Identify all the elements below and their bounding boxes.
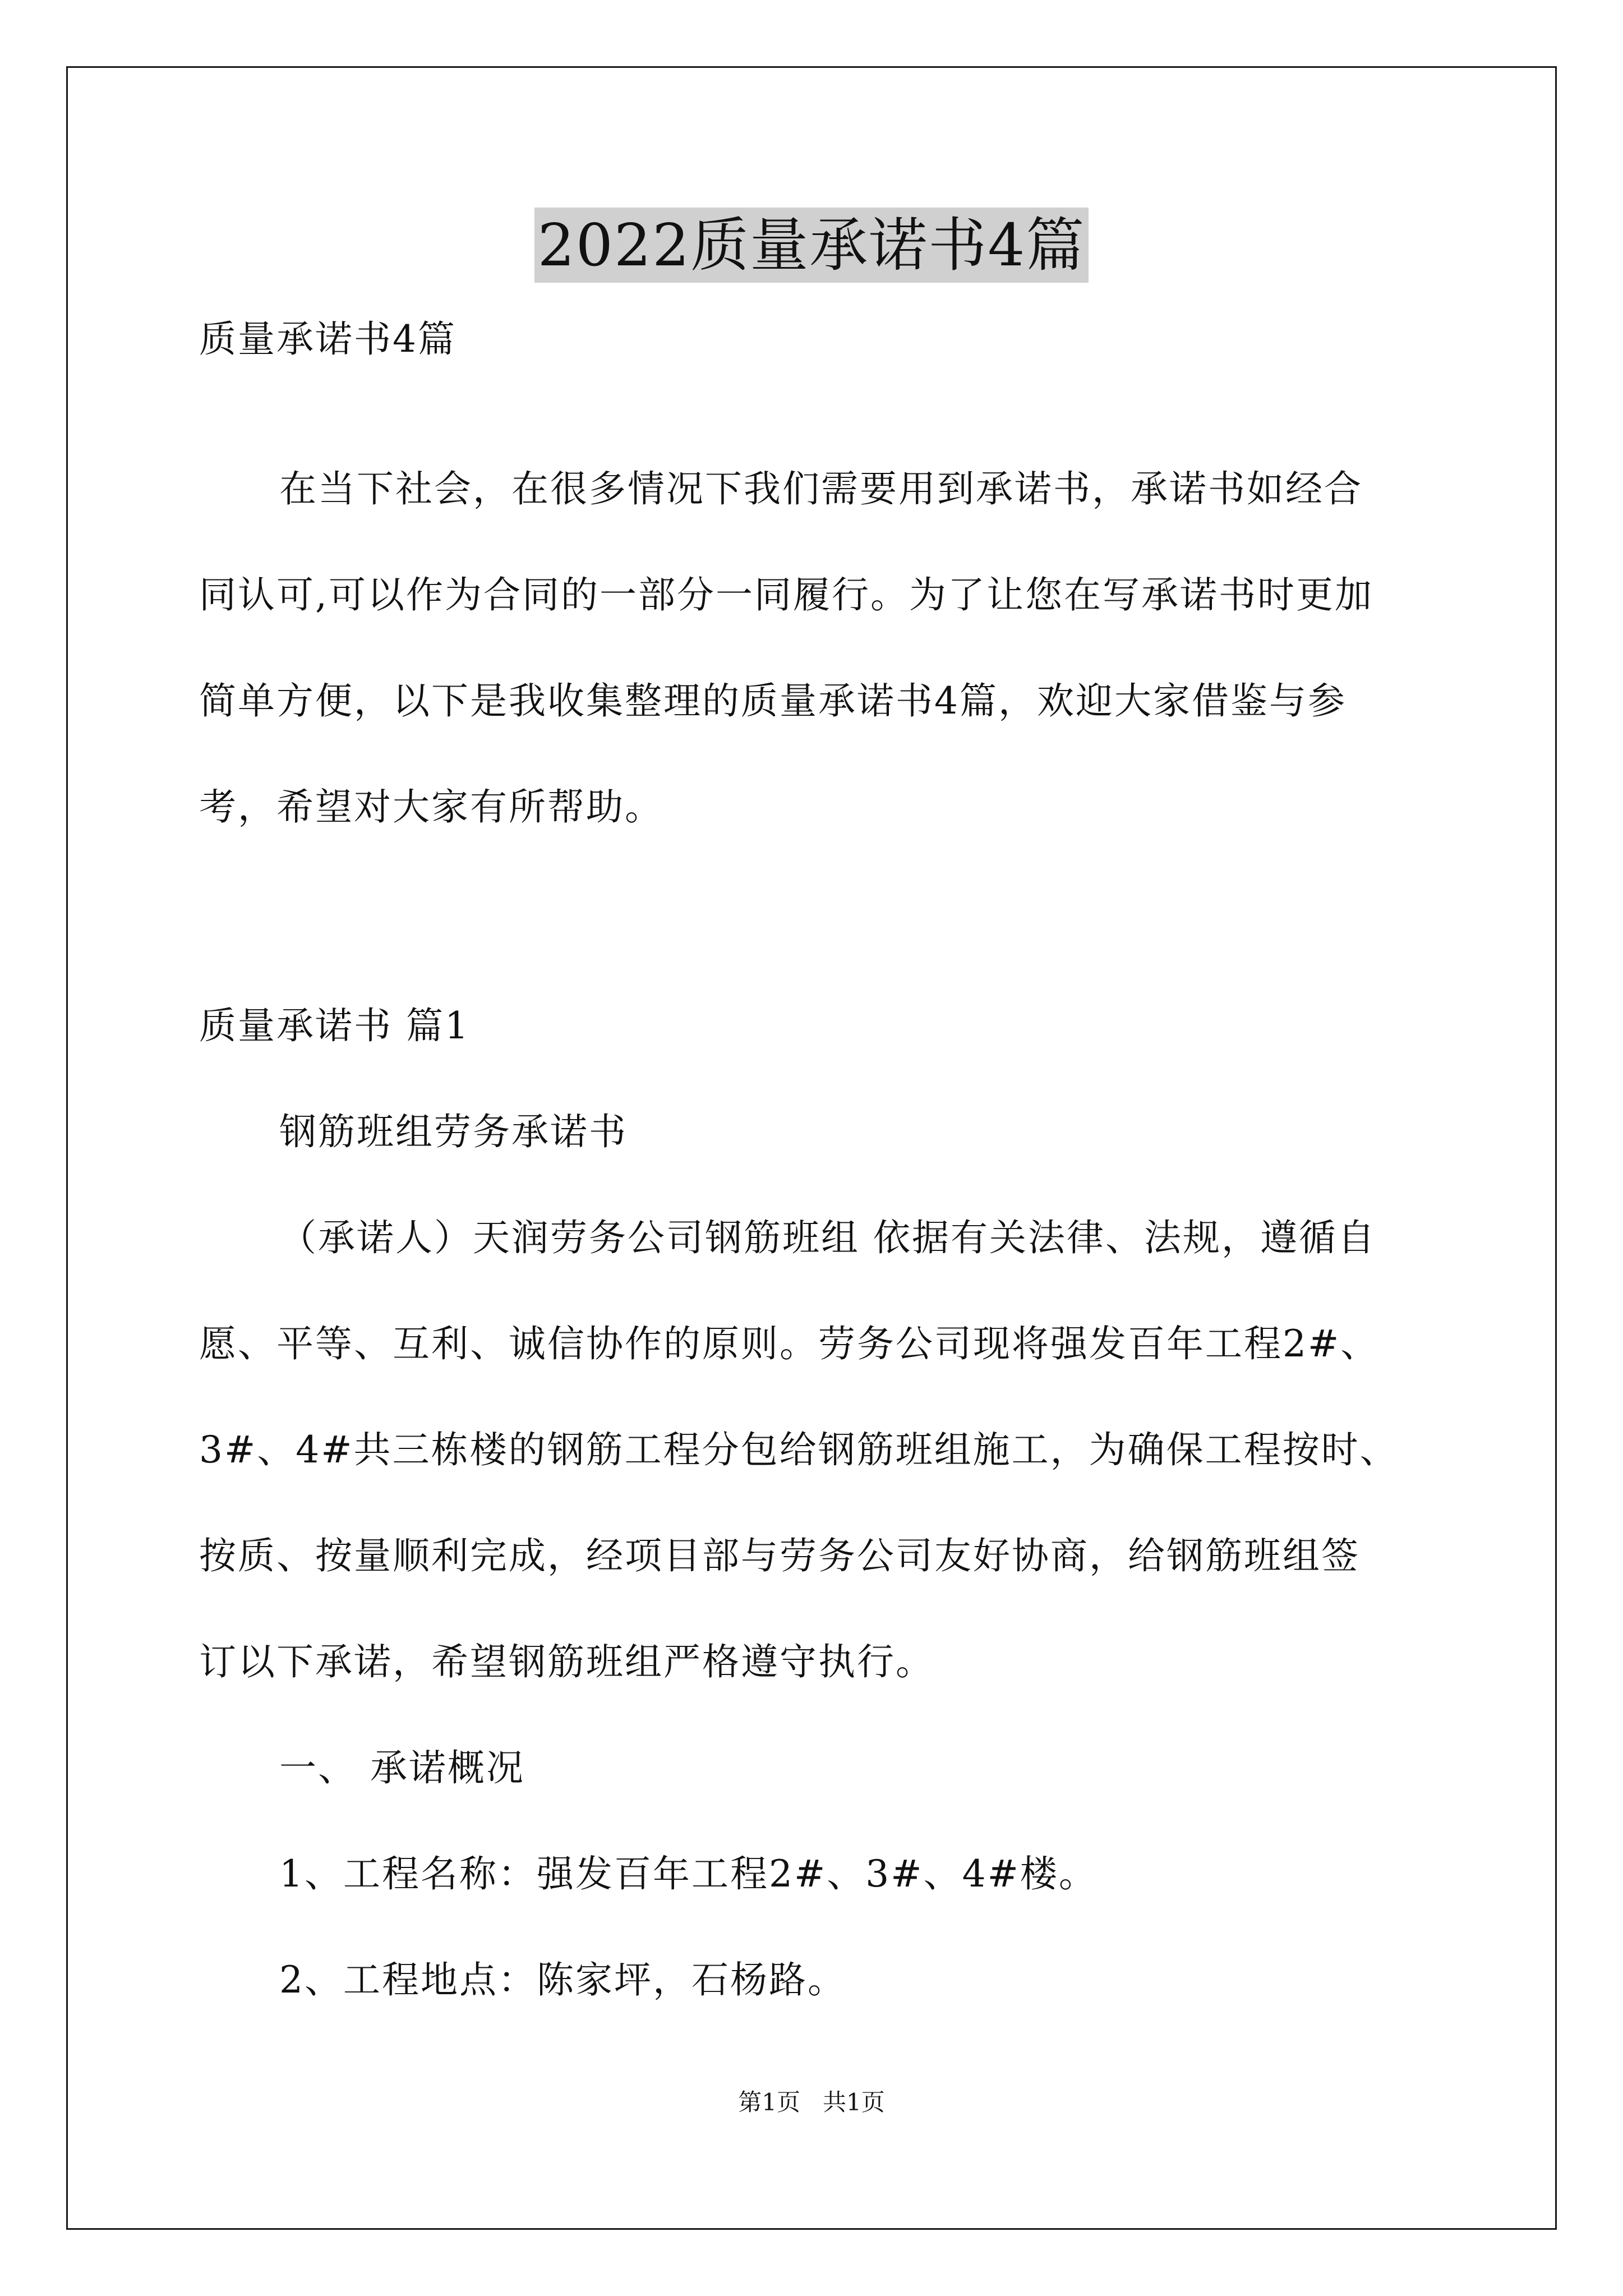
intro-line-2: 同认可,可以作为合同的一部分一同履行。为了让您在写承诺书时更加	[199, 573, 1373, 616]
section-line-3: 3#、4#共三栋楼的钢筋工程分包给钢筋班组施工，为确保工程按时、	[199, 1428, 1399, 1471]
intro-line-3: 简单方便，以下是我收集整理的质量承诺书4篇，欢迎大家借鉴与参	[199, 679, 1347, 723]
section-line-4: 按质、按量顺利完成，经项目部与劳务公司友好协商，给钢筋班组签	[199, 1534, 1360, 1577]
overview-heading: 一、 承诺概况	[279, 1746, 525, 1789]
section-line-1: （承诺人）天润劳务公司钢筋班组 依据有关法律、法规，遵循自	[279, 1216, 1376, 1259]
section-line-2: 愿、平等、互利、诚信协作的原则。劳务公司现将强发百年工程2#、	[199, 1322, 1380, 1365]
section-title: 钢筋班组劳务承诺书	[279, 1110, 628, 1153]
overview-item-1: 1、工程名称：强发百年工程2#、3#、4#楼。	[279, 1852, 1098, 1895]
overview-item-2: 2、工程地点：陈家坪，石杨路。	[279, 1958, 846, 2001]
section-heading: 质量承诺书 篇1	[199, 1004, 470, 1047]
title-container	[0, 208, 1623, 283]
page-footer: 第1页 共1页	[738, 2088, 885, 2116]
intro-line-1: 在当下社会，在很多情况下我们需要用到承诺书，承诺书如经合	[279, 467, 1363, 510]
section-line-5: 订以下承诺，希望钢筋班组严格遵守执行。	[199, 1640, 934, 1683]
document-subtitle: 质量承诺书4篇	[199, 318, 457, 361]
intro-line-4: 考，希望对大家有所帮助。	[199, 785, 663, 829]
document-title: 2022质量承诺书4篇	[534, 208, 1089, 283]
